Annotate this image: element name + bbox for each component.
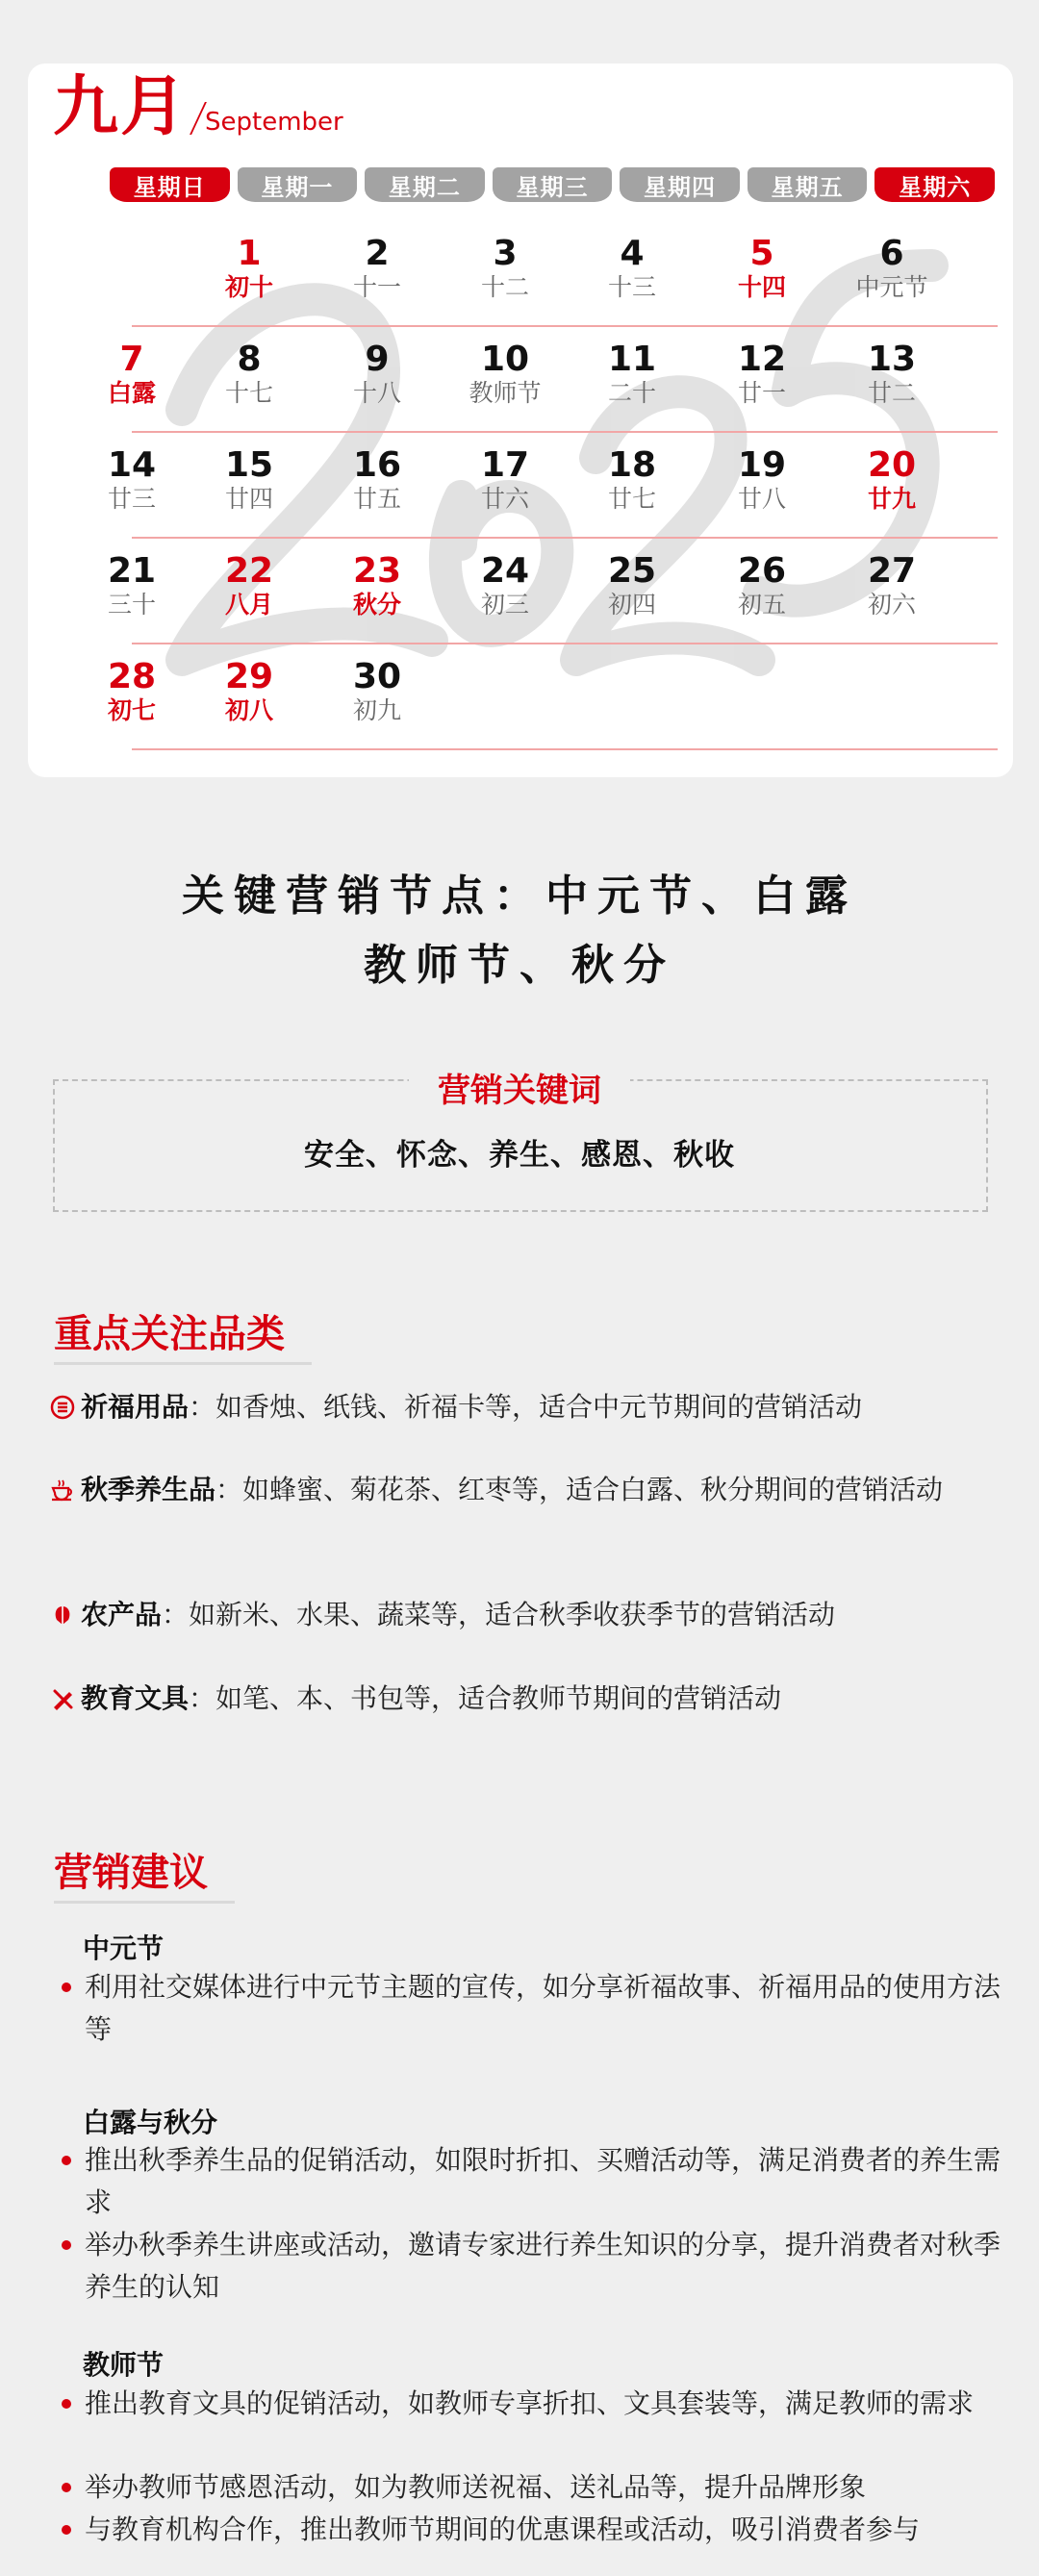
pencil-icon [50,1686,75,1711]
day-number: 7 [119,340,144,379]
calendar-week-row [132,235,998,341]
headline-line2: 教师节、秋分 [364,941,675,990]
calendar-day[interactable] [196,341,302,408]
row-divider [132,325,998,327]
lunar-label: 廿二 [867,379,916,407]
lunar-label: 中元节 [855,273,928,301]
row-divider [132,748,998,750]
calendar-day[interactable] [196,446,302,514]
calendar-day[interactable] [709,552,815,619]
suggestion-bullet: 推出教育文具的促销活动，如教师专享折扣、文具套装等，满足教师的需求 [60,2383,1012,2425]
row-divider [132,537,998,539]
day-number: 4 [620,234,645,273]
calendar-day[interactable] [324,235,430,302]
lunar-label: 廿四 [224,485,273,513]
lunar-label: 十一 [352,273,401,301]
suggestion-heading: 教师节 [83,2349,165,2381]
lunar-label: 初五 [737,591,786,619]
headline [0,862,1039,1000]
lunar-label: 初三 [480,591,529,619]
weekday-wed: 星期三 [493,167,613,202]
focus-item-blessing [50,1386,993,1428]
lunar-label: 廿六 [480,485,529,513]
suggestion-bullet: 利用社交媒体进行中元节主题的宣传，如分享祈福故事、祈福用品的使用方法等 [60,1966,1012,2051]
suggestion-bullet: 推出秋季养生品的促销活动，如限时折扣、买赠活动等，满足消费者的养生需求 [60,2139,1012,2224]
weekday-sat: 星期六 [874,167,995,202]
day-number: 19 [737,445,787,485]
lunar-label: 初八 [224,696,273,724]
calendar-day[interactable] [79,658,185,725]
lunar-label: 初六 [867,591,916,619]
lunar-label: 十八 [352,379,401,407]
row-divider [132,431,998,433]
row-divider [132,643,998,644]
focus-item-stationery [50,1678,993,1720]
focus-item-desc: ：如新米、水果、蔬菜等，适合秋季收获季节的营销活动 [162,1599,836,1630]
focus-item-desc: ：如蜂蜜、菊花茶、红枣等，适合白露、秋分期间的营销活动 [215,1474,944,1505]
calendar-day[interactable] [79,552,185,619]
lunar-label: 初四 [607,591,656,619]
lunar-label: 教师节 [469,379,542,407]
focus-item-name: 教育文具 [81,1682,190,1714]
day-number: 10 [480,340,530,379]
day-number: 30 [352,657,402,696]
calendar-day[interactable] [839,341,945,408]
calendar-day[interactable] [79,446,185,514]
calendar-day[interactable] [452,552,558,619]
calendar-day[interactable] [324,341,430,408]
day-number: 17 [480,445,530,485]
focus-item-produce [50,1594,993,1636]
day-number: 20 [867,445,917,485]
day-number: 27 [867,551,917,591]
focus-item-name: 农产品 [81,1599,163,1630]
weekday-thu: 星期四 [620,167,740,202]
calendar-day[interactable] [452,235,558,302]
day-number: 1 [237,234,262,273]
lunar-label: 八月 [224,591,273,619]
incense-icon [50,1395,75,1420]
focus-item-name: 秋季养生品 [81,1474,216,1505]
suggestions-title: 营销建议 [54,1842,235,1904]
calendar-day[interactable] [196,552,302,619]
calendar-day[interactable] [579,446,685,514]
calendar-day[interactable] [579,552,685,619]
calendar-day[interactable] [452,446,558,514]
lunar-label: 二十 [607,379,656,407]
lunar-label: 白露 [107,379,156,407]
lunar-label: 秋分 [352,591,401,619]
day-number: 22 [224,551,274,591]
day-number: 29 [224,657,274,696]
day-number: 5 [749,234,774,273]
headline-line1: 关键营销节点：中元节、白露 [182,871,857,921]
calendar-day[interactable] [79,341,185,408]
day-number: 18 [607,445,657,485]
calendar-day[interactable] [709,235,815,302]
suggestion-bullet: 举办秋季养生讲座或活动，邀请专家进行养生知识的分享，提升消费者对秋季养生的认知 [60,2224,1012,2309]
calendar-week-row [107,445,998,552]
day-number: 24 [480,551,530,591]
calendar-day[interactable] [452,341,558,408]
month-header [53,69,343,145]
lunar-label: 初十 [224,273,273,301]
keywords-title [0,1064,1039,1111]
suggestion-heading: 白露与秋分 [83,2107,218,2138]
calendar-grid [107,234,998,764]
keywords-title-text: 营销关键词 [409,1072,630,1110]
day-number: 28 [107,657,157,696]
weekday-fri: 星期五 [748,167,868,202]
calendar-day[interactable] [324,446,430,514]
month-cn: 九月 [53,69,189,145]
day-number: 12 [737,340,787,379]
lunar-label: 三十 [107,591,156,619]
lunar-label: 初九 [352,696,401,724]
weekday-sun: 星期日 [110,167,230,202]
lunar-label: 廿九 [867,485,916,513]
day-number: 26 [737,551,787,591]
suggestion-bullet: 与教育机构合作，推出教师节期间的优惠课程或活动，吸引消费者参与 [60,2509,1012,2551]
focus-item-health [50,1469,993,1511]
calendar-day[interactable] [196,235,302,302]
calendar-day[interactable] [579,235,685,302]
day-number: 6 [879,234,904,273]
suggestion-bullet: 举办教师节感恩活动，如为教师送祝福、送礼品等，提升品牌形象 [60,2466,1012,2509]
lunar-label: 十三 [607,273,656,301]
calendar-week-row [107,551,998,658]
day-number: 8 [237,340,262,379]
day-number: 2 [365,234,390,273]
lunar-label: 廿一 [737,379,786,407]
day-number: 16 [352,445,402,485]
weekday-tue: 星期二 [365,167,485,202]
day-number: 9 [365,340,390,379]
weekday-mon: 星期一 [238,167,358,202]
lunar-label: 十四 [737,273,786,301]
day-number: 13 [867,340,917,379]
day-number: 11 [607,340,657,379]
calendar-day[interactable] [839,446,945,514]
tea-cup-icon [50,1477,75,1503]
calendar-card [28,63,1013,777]
calendar-day[interactable] [709,341,815,408]
lunar-label: 廿七 [607,485,656,513]
calendar-day[interactable] [324,658,430,725]
lunar-label: 廿三 [107,485,156,513]
suggestion-heading: 中元节 [83,1932,165,1964]
day-number: 3 [493,234,518,273]
day-number: 25 [607,551,657,591]
day-number: 15 [224,445,274,485]
calendar-day[interactable] [196,658,302,725]
lunar-label: 十二 [480,273,529,301]
calendar-day[interactable] [709,446,815,514]
focus-title: 重点关注品类 [54,1303,312,1365]
calendar-day[interactable] [579,341,685,408]
day-number: 23 [352,551,402,591]
lunar-label: 十七 [224,379,273,407]
lunar-label: 廿八 [737,485,786,513]
month-en: September [205,108,343,137]
focus-item-name: 祈福用品 [81,1391,190,1423]
calendar-week-row [107,340,998,446]
weekday-header [110,167,995,202]
focus-item-desc: ：如香烛、纸钱、祈福卡等，适合中元节期间的营销活动 [189,1391,863,1423]
keywords-text: 安全、怀念、养生、感恩、秋收 [304,1138,735,1173]
calendar-day[interactable] [839,235,945,302]
produce-icon [50,1603,75,1628]
calendar-day[interactable] [839,552,945,619]
lunar-label: 廿五 [352,485,401,513]
calendar-week-row [107,657,998,764]
focus-item-desc: ：如笔、本、书包等，适合教师节期间的营销活动 [189,1682,782,1714]
day-number: 14 [107,445,157,485]
calendar-day[interactable] [324,552,430,619]
day-number: 21 [107,551,157,591]
lunar-label: 初七 [107,696,156,724]
